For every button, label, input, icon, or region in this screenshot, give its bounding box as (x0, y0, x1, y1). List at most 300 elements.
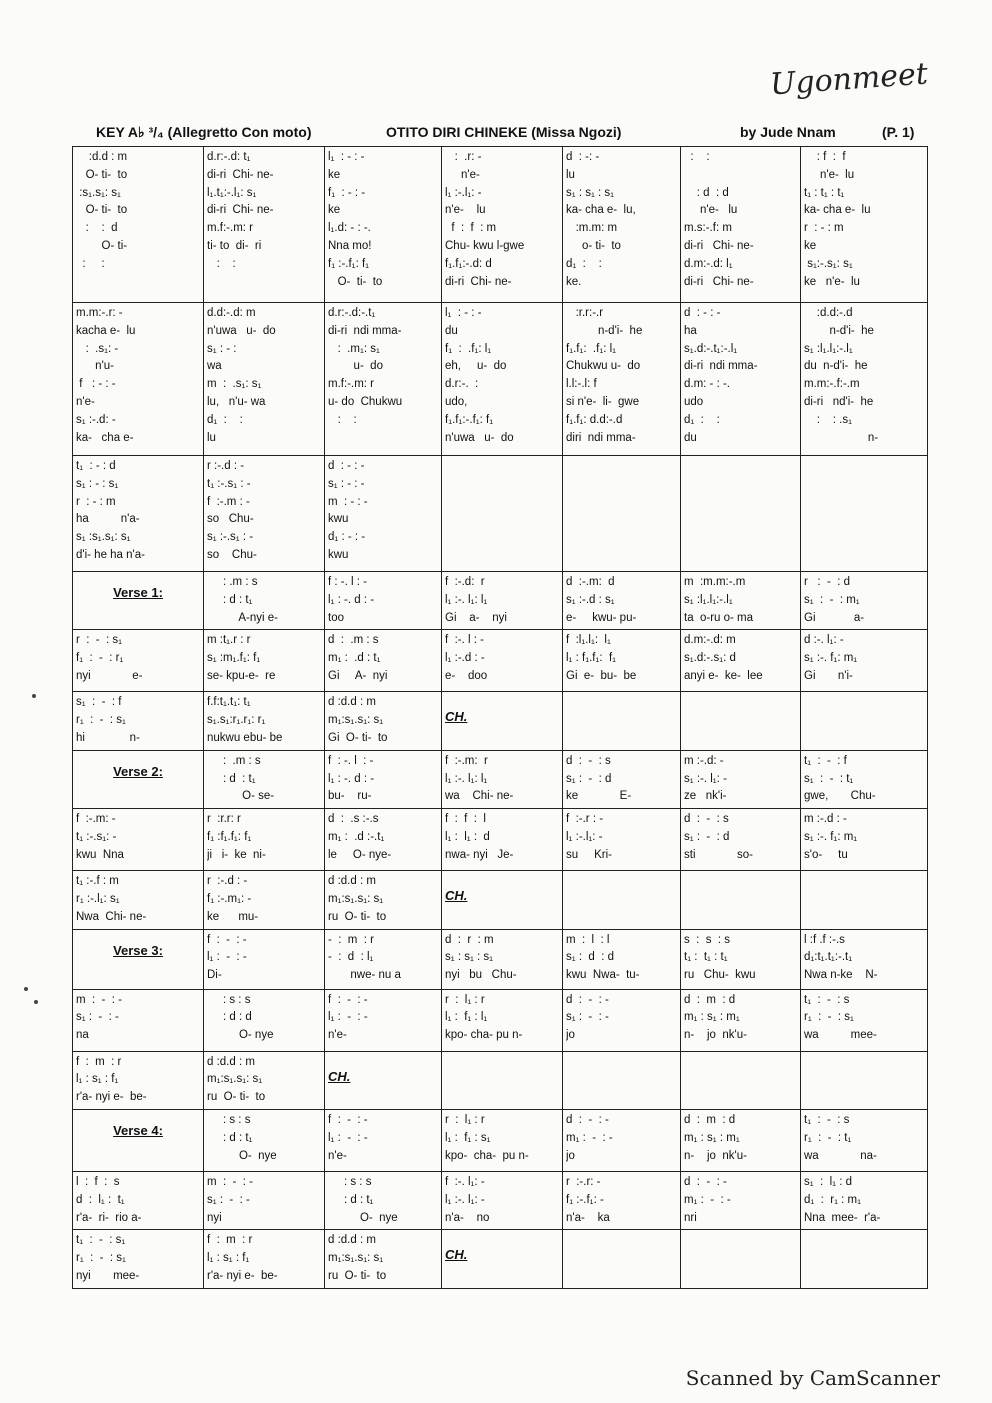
score-cell (325, 871, 442, 929)
score-cell (442, 871, 563, 929)
solfa-line: m :m.m:-.m (684, 576, 746, 588)
solfa-line: m : - : - (328, 495, 368, 508)
solfa-line: n-d'i- he (566, 324, 643, 337)
score-cell (801, 1051, 928, 1109)
solfa-line: m.f:-.m: r (207, 222, 253, 235)
solfa-line: s₁ : - : m₁ (804, 593, 860, 606)
solfa-line: : .r: - (445, 151, 482, 163)
solfa-line: ru Chu- kwu (684, 969, 756, 982)
solfa-line: m₁ : s₁ : m₁ (684, 1011, 740, 1024)
solfa-line: t₁ :-.f : m (76, 875, 119, 888)
solfa-line: n-d'i- he (804, 324, 874, 337)
solfa-line: r'a- nyi e- be- (76, 1091, 147, 1104)
score-cell (681, 303, 801, 456)
chorus-marker: CH. (445, 709, 468, 725)
solfa-line: kpo- cha- pu n- (445, 1149, 529, 1162)
solfa-line: f : -. l : - (328, 754, 374, 767)
score-cell (73, 1230, 204, 1288)
solfa-line: t₁ : - : s (804, 993, 850, 1006)
solfa-line: l₁ : s₁ : f₁ (207, 1252, 250, 1265)
solfa-line: s₁ :l₁.l₁:-.l₁ (804, 342, 853, 355)
score-cell (325, 572, 442, 630)
solfa-line: t₁ :-.s₁: - (76, 830, 117, 843)
solfa-line: O- ti- to (328, 275, 383, 288)
solfa-line: : .m : s (207, 754, 261, 767)
score-cell (73, 630, 204, 692)
solfa-line: O- ti- to (76, 204, 128, 217)
score-cell (801, 630, 928, 692)
solfa-line: r'a- ri- rio a- (76, 1211, 142, 1224)
solfa-line: O- se- (207, 790, 275, 803)
score-cell (73, 1051, 204, 1109)
solfa-line: m₁:s₁.s₁: s₁ (328, 1252, 384, 1265)
score-cell (204, 1051, 325, 1109)
score-cell (681, 1109, 801, 1171)
solfa-line: d₁ : - : - (328, 531, 366, 544)
solfa-line: d.d:-.d: m (207, 307, 256, 319)
score-cell (73, 1109, 204, 1171)
solfa-line: wa Chi- ne- (445, 790, 514, 803)
solfa-line: na (76, 1029, 89, 1042)
solfa-line: f : -. l : - (328, 576, 367, 588)
score-cell (325, 303, 442, 456)
score-cell (325, 750, 442, 808)
solfa-line: m : - : - (76, 993, 122, 1006)
solfa-line: f :-.m: r (445, 754, 488, 767)
solfa-line: r : l₁ : r (445, 993, 485, 1006)
solfa-line: ka- cha e- lu (804, 204, 871, 217)
solfa-line: s₁.s₁:r₁.r₁: r₁ (207, 714, 266, 727)
solfa-line: m : l : l (566, 933, 610, 946)
solfa-line: ha n'a- (76, 513, 140, 526)
solfa-line: d : r : m (445, 933, 494, 946)
solfa-line: n'e- (76, 395, 95, 408)
solfa-line: ke n'e- lu (804, 275, 860, 288)
score-cell (325, 1171, 442, 1229)
solfa-line: O- nye (207, 1149, 277, 1162)
solfa-line: O- ti- (76, 239, 128, 252)
solfa-line: : s : s (207, 993, 251, 1006)
solfa-line: anyi e- ke- lee (684, 669, 763, 682)
score-cell (442, 809, 563, 871)
solfa-line: di-ri ndi mma- (328, 324, 402, 337)
solfa-line: d :d.d : m (328, 1234, 376, 1247)
solfa-line: ru O- ti- to (328, 1269, 387, 1282)
score-cell (325, 456, 442, 572)
solfa-line: : : (76, 257, 105, 270)
solfa-line: kpo- cha- pu n- (445, 1029, 523, 1042)
solfa-line: O- nye (207, 1029, 274, 1042)
solfa-line: d : - : - (684, 1175, 727, 1188)
solfa-line: : s : s (207, 1113, 251, 1126)
solfa-line: r₁ :-.l₁: s₁ (76, 892, 120, 905)
solfa-line: d₁ : : (684, 413, 720, 426)
solfa-line: du n-d'i- he (804, 360, 868, 373)
score-cell (442, 630, 563, 692)
solfa-line: f₁ :-.f₁: - (566, 1193, 604, 1206)
solfa-line: :r.r:-.r (566, 307, 604, 319)
score-cell (204, 147, 325, 303)
solfa-line: kwu (328, 513, 349, 526)
solfa-line: r : - : d (804, 576, 851, 588)
score-cell (563, 147, 681, 303)
scan-speck (32, 694, 36, 698)
chorus-marker: CH. (445, 1247, 468, 1263)
solfa-line: kwu Nwa- tu- (566, 969, 640, 982)
solfa-line: f :l₁.l₁: l₁ (566, 634, 611, 647)
solfa-line: d :d.d : m (207, 1055, 255, 1068)
solfa-line: u- do (328, 360, 383, 373)
solfa-line: l₁ : -. d : - (328, 772, 375, 785)
solfa-line: ta o-ru o- ma (684, 611, 754, 624)
score-cell (325, 989, 442, 1051)
solfa-line: l₁ : l₁ : d (445, 830, 490, 843)
score-cell (801, 456, 928, 572)
score-cell (563, 692, 681, 750)
solfa-line: l₁ :-. l₁: l₁ (445, 772, 488, 785)
solfa-line: s₁ : s₁ : s₁ (566, 186, 615, 199)
solfa-line: o- ti- to (566, 239, 621, 252)
solfa-line: f₁ : .f₁: l₁ (445, 342, 492, 355)
solfa-line: kwu (328, 548, 349, 561)
solfa-line: d : - : s (684, 813, 729, 826)
solfa-line: l₁ : - : - (207, 951, 247, 964)
solfa-line: n'e- lu (445, 204, 486, 217)
solfa-line: sti so- (684, 848, 754, 861)
solfa-line: s₁ :-. l₁: - (684, 772, 727, 785)
solfa-line: f :-.d: r (445, 576, 485, 588)
solfa-line: d.r:-. : (445, 378, 479, 391)
score-cell (442, 692, 563, 750)
solfa-line: : .m : s (207, 576, 258, 588)
solfa-line: d : .s :-.s (328, 813, 379, 826)
solfa-line: : : d (76, 222, 118, 235)
solfa-line: l₁ :-. l₁: l₁ (445, 593, 488, 606)
solfa-line: s₁.d:-.t₁:-.l₁ (684, 342, 738, 355)
solfa-line: Gi O- ti- to (328, 731, 388, 744)
solfa-line: s₁ : - : s₁ (76, 477, 119, 490)
solfa-line: : s : s (328, 1175, 372, 1188)
solfa-line: l₁ : -. d : - (328, 593, 375, 606)
score-row (73, 1109, 928, 1171)
solfa-line: s₁ : d : d (566, 951, 614, 964)
solfa-line: d : m : d (684, 993, 736, 1006)
solfa-line: s₁ : - : t₁ (804, 772, 854, 785)
score-cell (204, 1109, 325, 1171)
solfa-line: d : l₁ : t₁ (76, 1193, 125, 1206)
score-cell (325, 147, 442, 303)
solfa-line: s₁ : l₁ : d (804, 1175, 853, 1188)
solfa-line: n'uwa u- do (445, 431, 514, 444)
solfa-score-table (72, 146, 928, 1289)
solfa-line: s₁ : - : d (566, 772, 612, 785)
solfa-line: : d : t₁ (328, 1193, 374, 1206)
score-cell (325, 692, 442, 750)
score-row (73, 1171, 928, 1229)
solfa-line: jo (566, 1149, 575, 1162)
solfa-line: l.l:-.l: f (566, 378, 597, 391)
solfa-line: f₁ : - : - (328, 186, 366, 199)
solfa-line: s₁ : - : f (76, 696, 122, 709)
solfa-line: di-ri Chi- ne- (207, 168, 274, 181)
solfa-line: f : - : - (328, 1113, 368, 1126)
solfa-line: l :f .f :-.s (804, 933, 845, 946)
score-cell (563, 929, 681, 989)
solfa-line: nyi mee- (76, 1269, 140, 1282)
score-header (96, 124, 926, 146)
solfa-line: Gi n'i- (804, 669, 853, 682)
score-row (73, 871, 928, 929)
key-signature: KEY A♭ ³/₄ (Allegretto Con moto) (96, 124, 312, 140)
score-cell (563, 871, 681, 929)
score-cell (73, 1171, 204, 1229)
solfa-line: l₁ :-. l₁: - (445, 1193, 485, 1206)
score-cell (204, 1230, 325, 1288)
solfa-line: : .s₁: - (76, 342, 119, 355)
score-cell (681, 572, 801, 630)
score-cell (563, 750, 681, 808)
score-cell (325, 630, 442, 692)
score-cell (563, 989, 681, 1051)
solfa-line: n'e- (328, 1149, 347, 1162)
score-cell (325, 929, 442, 989)
score-cell (563, 1109, 681, 1171)
solfa-line: m :t₁.r : r (207, 634, 251, 647)
score-cell (73, 809, 204, 871)
score-row (73, 630, 928, 692)
solfa-line: f.f:t₁.t₁: t₁ (207, 696, 251, 709)
solfa-line: : : .s₁ (804, 413, 852, 426)
score-cell (563, 630, 681, 692)
solfa-line: di-ri Chi- ne- (207, 204, 274, 217)
score-cell (442, 147, 563, 303)
solfa-line: t₁ : - : s₁ (76, 1234, 126, 1247)
score-cell (442, 572, 563, 630)
solfa-line: Gi a- nyi (445, 611, 507, 624)
score-cell (204, 456, 325, 572)
solfa-line: nri (684, 1211, 697, 1224)
solfa-line: d₁ : : (566, 257, 602, 270)
solfa-line: Nna mo! (328, 239, 372, 252)
solfa-line: d :-. l₁: - (804, 634, 844, 647)
score-row (73, 147, 928, 303)
score-cell (325, 1109, 442, 1171)
solfa-line: s₁ : - : - (76, 1011, 119, 1024)
score-cell (442, 303, 563, 456)
solfa-line: nyi bu Chu- (445, 969, 517, 982)
solfa-line: O- nye (328, 1211, 398, 1224)
verse-label: Verse 1: (113, 585, 163, 600)
solfa-line: n- jo nk'u- (684, 1029, 747, 1042)
solfa-line: r₁ : - : s₁ (76, 714, 126, 727)
solfa-line: d.m:-.d: m (684, 634, 736, 647)
solfa-line: f : m : r (207, 1234, 253, 1247)
solfa-line: ti- to di- ri (207, 239, 262, 252)
solfa-line: r : - : s₁ (76, 634, 123, 647)
solfa-line: :d.d:-.d (804, 307, 853, 319)
solfa-line: ru O- ti- to (207, 1091, 266, 1104)
score-cell (442, 989, 563, 1051)
solfa-line: f :-. l : - (445, 634, 484, 647)
solfa-line: r : - : m (804, 222, 844, 235)
solfa-line: f₁ :-.f₁: f₁ (328, 257, 370, 270)
solfa-line: l₁ : f₁ : s₁ (445, 1131, 491, 1144)
solfa-line: d :d.d : m (328, 875, 376, 888)
solfa-line: n'e- (328, 1029, 347, 1042)
solfa-line: kacha e- lu (76, 324, 136, 337)
score-row (73, 456, 928, 572)
solfa-line: d : m : d (684, 1113, 736, 1126)
score-cell (442, 456, 563, 572)
scanner-watermark: Scanned by CamScanner (685, 1366, 940, 1390)
solfa-line: f : f : m (445, 222, 497, 235)
solfa-line: udo, (445, 395, 468, 408)
solfa-line: n'e- lu (684, 204, 738, 217)
solfa-line: f₁.f₁:-.f₁: f₁ (445, 413, 494, 426)
solfa-line: f₁ :f₁.f₁: f₁ (207, 830, 252, 843)
solfa-line: d :d.d : m (328, 696, 376, 709)
solfa-line: d₁ : r₁ : m₁ (804, 1193, 862, 1206)
solfa-line: Di- (207, 969, 222, 982)
solfa-line: m₁ : s₁ : m₁ (684, 1131, 740, 1144)
solfa-line: : d : d (684, 186, 729, 199)
solfa-line: d : -: - (566, 151, 600, 163)
solfa-line: m₁:s₁.s₁: s₁ (328, 892, 384, 905)
score-cell (204, 572, 325, 630)
solfa-line: Chu- kwu l-gwe (445, 239, 525, 252)
solfa-line: u- do Chukwu (328, 395, 403, 408)
solfa-line (328, 430, 438, 448)
score-cell (73, 456, 204, 572)
solfa-line: r :-.d : - (207, 875, 248, 888)
page-number: (P. 1) (882, 124, 915, 140)
chorus-marker: CH. (328, 1068, 351, 1084)
score-cell (73, 871, 204, 929)
solfa-line: Nwa Chi- ne- (76, 910, 147, 923)
score-cell (73, 750, 204, 808)
solfa-line: l₁ :-.l₁: - (445, 186, 482, 199)
solfa-line: s₁ :m₁.f₁: f₁ (207, 652, 261, 665)
score-cell (801, 871, 928, 929)
solfa-line: di-ri Chi- ne- (684, 275, 754, 288)
score-cell (801, 147, 928, 303)
solfa-line: f₁ :-.m₁: - (207, 892, 252, 905)
solfa-line: : .m₁: s₁ (328, 342, 380, 355)
solfa-line: r :-.r: - (566, 1175, 601, 1188)
solfa-line: m :-.d: - (684, 754, 724, 767)
score-cell (204, 630, 325, 692)
solfa-line: l₁ : f₁ : l₁ (445, 1011, 488, 1024)
solfa-line: d.r:-.d: t₁ (207, 151, 251, 163)
solfa-line: - : m : r (328, 933, 374, 946)
song-title: OTITO DIRI CHINEKE (Missa Ngozi) (386, 124, 622, 140)
solfa-line: e- doo (445, 669, 488, 682)
solfa-line: d :-.m: d (566, 576, 615, 588)
solfa-line: ke (328, 168, 341, 181)
solfa-line: le O- nye- (328, 848, 392, 861)
score-cell (73, 692, 204, 750)
solfa-line: : d : t₁ (207, 1131, 253, 1144)
score-cell (801, 1171, 928, 1229)
solfa-line: f :-.m : - (207, 495, 250, 508)
score-cell (681, 989, 801, 1051)
solfa-line: m₁ : - : - (684, 1193, 731, 1206)
solfa-line: s₁ :-.d: - (76, 413, 116, 426)
solfa-line: s₁ : - : (207, 342, 237, 355)
solfa-line: m₁:s₁.s₁: s₁ (328, 714, 384, 727)
score-cell (681, 1171, 801, 1229)
score-cell (73, 147, 204, 303)
solfa-line: n'u- (76, 360, 114, 373)
solfa-line: nwe- nu a (328, 969, 401, 982)
solfa-line: d : - : - (566, 993, 609, 1006)
solfa-line: d.r:-.d:-.t₁ (328, 307, 376, 319)
solfa-line: l₁.t₁:-.l₁: s₁ (207, 186, 257, 199)
solfa-line: f₁.f₁: d.d:-.d (566, 413, 623, 426)
solfa-line: l₁ : - : - (445, 307, 482, 319)
solfa-line: n- jo nk'u- (684, 1149, 747, 1162)
score-cell (442, 1051, 563, 1109)
solfa-line: :s₁.s₁: s₁ (76, 186, 121, 199)
solfa-line: f : - : - (76, 378, 116, 391)
solfa-line: r : l₁ : r (445, 1113, 485, 1126)
score-row (73, 750, 928, 808)
solfa-line: f :-.m: - (76, 813, 116, 826)
score-row (73, 1051, 928, 1109)
score-cell (681, 809, 801, 871)
solfa-line: kwu Nna (76, 848, 124, 861)
score-cell (563, 572, 681, 630)
solfa-line: A-nyi e- (207, 611, 278, 624)
solfa-line: m.s:-.f: m (684, 222, 732, 235)
solfa-line: udo (684, 395, 704, 408)
solfa-line: l₁ : - : - (328, 1131, 368, 1144)
solfa-line: r :-.d : - (207, 460, 245, 472)
solfa-line: so Chu- (207, 513, 254, 526)
solfa-line: wa mee- (804, 1029, 877, 1042)
solfa-line: ke. (566, 275, 582, 288)
solfa-line: s₁ :-.d : s₁ (566, 593, 615, 606)
solfa-line: s₁ :-.s₁ : - (207, 531, 254, 544)
solfa-line: m.m:-.f:-.m (804, 378, 860, 391)
solfa-line: l₁ :-.d : - (445, 652, 485, 665)
solfa-line: d : - : - (328, 460, 365, 472)
score-cell (801, 303, 928, 456)
solfa-line: l₁ : - : - (328, 1011, 368, 1024)
solfa-line: m : .s₁: s₁ (207, 378, 262, 391)
solfa-line: - : d : l₁ (328, 951, 374, 964)
score-cell (801, 572, 928, 630)
solfa-line: s₁ : - : d (684, 830, 730, 843)
solfa-line: t₁ :-.s₁ : - (207, 477, 251, 490)
solfa-line: f₁.f₁:-.d: d (445, 257, 492, 270)
solfa-line: : d : t₁ (207, 772, 256, 785)
score-cell (204, 303, 325, 456)
solfa-line: m₁ : .d : t₁ (328, 652, 381, 665)
solfa-line: l₁.d: - : -. (328, 222, 371, 235)
score-cell (325, 1230, 442, 1288)
solfa-line: n'a- ka (566, 1211, 610, 1224)
solfa-line: ke (804, 239, 817, 252)
solfa-line: f : - : - (207, 933, 247, 946)
solfa-line: t₁ : t₁ : t₁ (804, 186, 845, 199)
solfa-line: ru O- ti- to (328, 910, 387, 923)
solfa-line: ke E- (566, 790, 632, 803)
solfa-line: f₁.f₁: .f₁: l₁ (566, 342, 617, 355)
solfa-line: ze nk'i- (684, 790, 727, 803)
solfa-line: d'i- he ha n'a- (76, 548, 145, 561)
solfa-line: di-ri ndi mma- (684, 360, 758, 373)
